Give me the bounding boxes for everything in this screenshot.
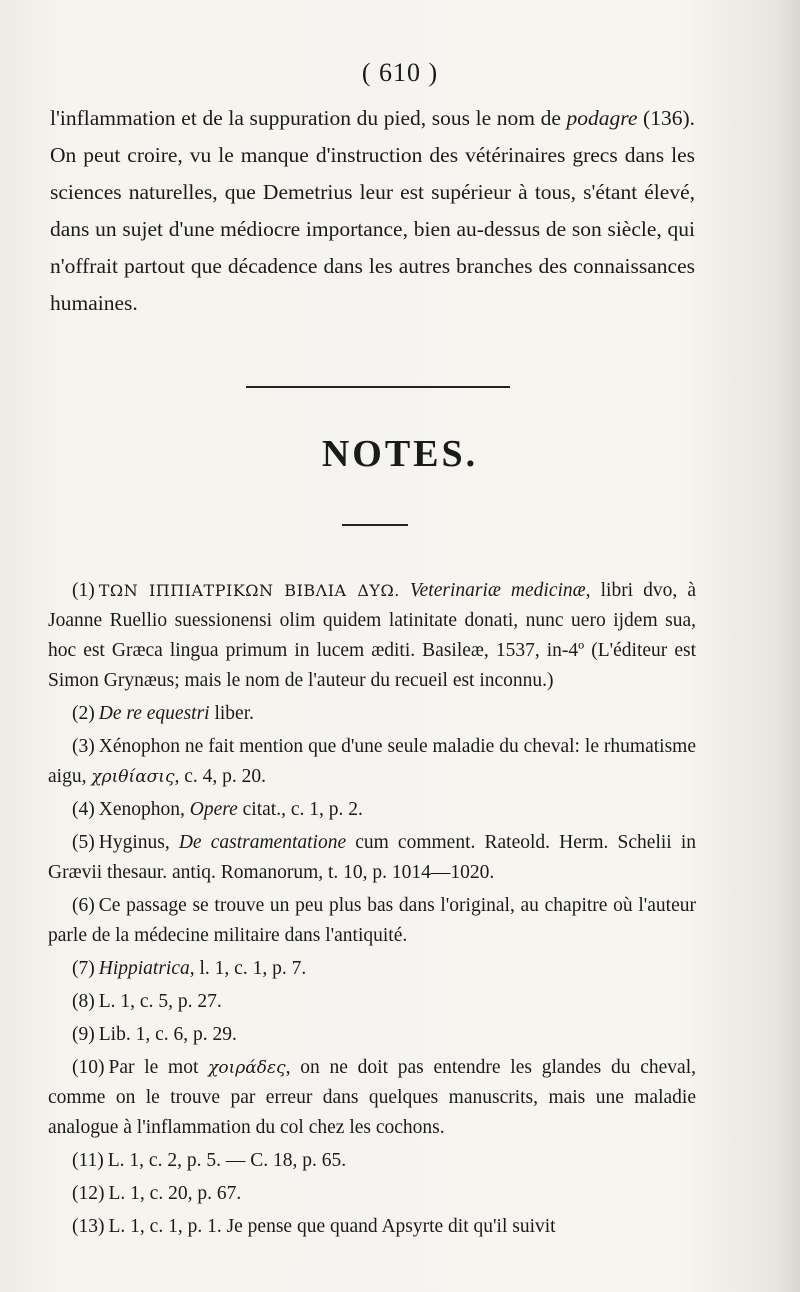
note-italic: Opere	[189, 799, 238, 820]
note-text: L. 1, c. 2, p. 5. — C. 18, p. 65.	[107, 1150, 347, 1171]
note-greek-word: χοιράδες	[208, 1058, 286, 1078]
note-greek-word: χριθίασις	[91, 767, 175, 787]
note-greek-title: ΤΩΝ ΙΠΠΙΑΤΡΙΚΩΝ ΒΙΒΛΙΑ ΔΥΩ.	[98, 581, 400, 600]
note-text: , l. 1, c. 1, p. 7.	[189, 958, 307, 979]
note-text: Lib. 1, c. 6, p. 29.	[98, 1024, 237, 1045]
body-italic-term: podagre	[566, 106, 638, 130]
note-pre: Hyginus,	[98, 832, 179, 853]
body-line1: l'inflammation et de la suppuration du pied, sous le nom de	[50, 106, 561, 130]
note-item	[48, 1020, 696, 1050]
note-number: (5)	[72, 832, 95, 853]
note-item	[48, 828, 696, 888]
note-number: (1)	[72, 580, 95, 601]
note-number: (10)	[72, 1057, 105, 1078]
section-divider	[246, 386, 510, 388]
note-number: (9)	[72, 1024, 95, 1045]
note-text: cum comment. Rateold. Herm. Schelii in Grævii thesaur. antiq. Romanorum, t. 10, p. 1014—1020.	[48, 832, 696, 883]
note-text: liber.	[209, 703, 255, 724]
note-item	[48, 1212, 696, 1242]
note-italic: De castramentatione	[178, 832, 347, 853]
note-item	[48, 1179, 696, 1209]
note-italic: Veterinariæ medicinæ	[409, 580, 586, 601]
note-item	[48, 699, 696, 729]
note-number: (12)	[72, 1183, 105, 1204]
note-item	[48, 732, 696, 792]
note-item	[48, 987, 696, 1017]
note-number: (6)	[72, 895, 95, 916]
body-rest: (136). On peut croire, vu le manque d'instruction des vétérinaires grecs dans les sciences naturelles, que Demetrius leur est supérieur à tous, s'étant élevé, dans un sujet d'une médiocre importance, bien au-dessus de son siècle, qui n'offrait partout que décadence dans les autres branches des connaissances humaines.	[50, 106, 695, 315]
note-number: (3)	[72, 736, 95, 757]
note-text: , c. 4, p. 20.	[174, 766, 266, 787]
note-number: (11)	[72, 1150, 104, 1171]
note-text: citat., c. 1, p. 2.	[237, 799, 363, 820]
note-pre: Xenophon,	[98, 799, 190, 820]
note-item	[48, 1146, 696, 1176]
notes-list	[48, 576, 696, 1245]
note-text: , on ne doit pas entendre les glandes du cheval, comme on le trouve par erreur dans quelques manuscrits, mais une maladie analogue à l'inflammation du col chez les cochons.	[48, 1057, 696, 1138]
note-number: (4)	[72, 799, 95, 820]
note-number: (2)	[72, 703, 95, 724]
note-pre: Par le mot	[108, 1057, 209, 1078]
note-number: (13)	[72, 1216, 105, 1237]
note-text: , libri dvo, à Joanne Ruellio suessionensi olim quidem latinitate donati, nunc uero ijdem sua, hoc est Græca lingua primum in lucem æditi. Basileæ, 1537, in-4º (L'éditeur est Simon Grynæus; mais le nom de l'auteur du recueil est inconnu.)	[48, 580, 696, 691]
note-item	[48, 576, 696, 696]
note-number: (8)	[72, 991, 95, 1012]
note-item	[48, 954, 696, 984]
note-text: L. 1, c. 1, p. 1. Je pense que quand Apsyrte dit qu'il suivit	[108, 1216, 556, 1237]
note-item	[48, 795, 696, 825]
note-italic: Hippiatrica	[98, 958, 190, 979]
body-paragraph	[50, 100, 695, 322]
body-text	[50, 100, 695, 322]
notes-heading: NOTES.	[321, 433, 479, 475]
note-item	[48, 1053, 696, 1143]
note-text: L. 1, c. 5, p. 27.	[98, 991, 222, 1012]
note-text: L. 1, c. 20, p. 67.	[108, 1183, 242, 1204]
heading-underline	[342, 524, 408, 526]
note-pre: Xénophon ne fait mention que d'une seule maladie du cheval: le rhumatisme aigu,	[48, 736, 696, 787]
note-item	[48, 891, 696, 951]
note-text: Ce passage se trouve un peu plus bas dans l'original, au chapitre où l'auteur parle de la médecine militaire dans l'antiquité.	[48, 895, 696, 946]
note-italic: De re equestri	[98, 703, 210, 724]
page-number: ( 610 )	[361, 58, 439, 87]
note-number: (7)	[72, 958, 95, 979]
